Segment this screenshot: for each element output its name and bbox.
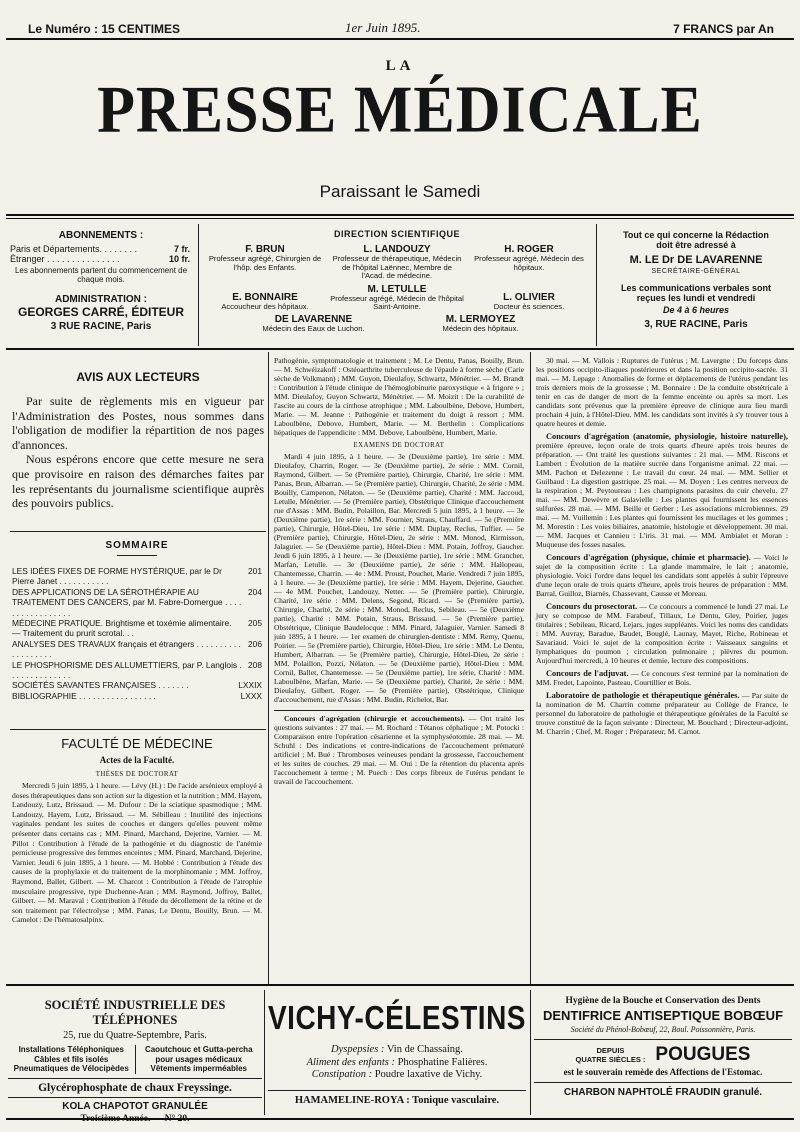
director-landouzy-desc: Professeur de thérapeutique, Médecin de l'hôpital Laënnec, Membre de l'Acad. de médecine. <box>332 254 462 281</box>
ad-vichy-l3a: Constipation : <box>311 1069 373 1080</box>
column-1 <box>12 356 264 511</box>
director-olivier-desc: Docteur ès sciences. <box>493 301 565 311</box>
director-bonnaire: E. BONNAIRE <box>232 291 298 303</box>
ad-vichy-l3b: Poudre laxative de Vichy. <box>374 1069 483 1080</box>
header-rule <box>6 348 794 350</box>
sommaire-item-text: LES IDÉES FIXES DE FORME HYSTÉRIQUE, par le Dr Pierre Janet . . . . . . . . . . . <box>12 566 222 587</box>
sommaire-item-page: LXXX <box>240 690 262 701</box>
sommaire-item-text: MÉDECINE PRATIQUE. Brightisme et toxémie alimentaire. — Traitement du prurit scrotal. . . <box>12 618 232 639</box>
sommaire-item-page: 204 <box>248 586 262 597</box>
annual-price: 7 FRANCS par An <box>673 22 774 36</box>
director-letulle: M. LETULLE <box>367 283 427 295</box>
ad-pougues-left2: QUATRE SIÈCLES : <box>575 1055 646 1064</box>
sommaire-item-text: SOCIÉTÉS SAVANTES FRANÇAISES . . . . . . . <box>12 680 189 691</box>
col3-intro: 30 mai. — M. Vallois : Ruptures de l'utérus ; M. Lavergne : Du forceps dans les positions occipito-iliaques postérieures et dans la position occipito-sacrée. 31 mai. — M. Lepage : Anomalies de forme et déplacements de l'utérus pendant les trois derniers mois de la grossesse ; M. Bonnaire : De la conduite obstétricale à tenir en cas de danger de mort de la femme enceinte ou après sa mort. Les candidats sont prévenus que la première épreuve de clinique aura lieu mardi prochain 4 juin, à l'Hôtel-Dieu. MM. les candidats sont invités à s'y trouver tous à quatre heures et demie. <box>536 356 788 428</box>
masthead-rule <box>6 214 794 216</box>
faculte <box>12 736 262 925</box>
redaction-box <box>598 224 794 346</box>
ad-pougues-title: POUGUES <box>655 1044 751 1065</box>
redaction-hours: De 4 à 6 heures <box>662 305 730 315</box>
faculte-title: FACULTÉ DE MÉDECINE <box>61 736 213 751</box>
redaction-comm1: Les communications verbales sont <box>620 283 772 293</box>
ads-divider-1 <box>264 990 265 1115</box>
ad-tel-right3: Vêtements imperméables <box>150 1064 247 1074</box>
column-3 <box>536 356 788 736</box>
sommaire-item-text: DES APPLICATIONS DE LA SÉROTHÉRAPIE AU TRAITEMENT DES CANCERS, par M. Fabre-Domergue . . . . . . . . . . . . . . . . . <box>12 586 242 618</box>
ad-vichy <box>268 990 526 1115</box>
sommaire-item-text: LE PHOSPHORISME DES ALLUMETTIERS, par P. Langlois . . . . . . . . . . . . . . <box>12 659 242 681</box>
col3-c3-title: Concours du prosectorat. <box>546 602 638 611</box>
avis-title: AVIS AUX LECTEURS <box>76 370 200 384</box>
subscriptions-box <box>6 224 196 346</box>
ads-divider-2 <box>530 990 531 1115</box>
subscription-foreign-label: Étranger . . . . . . . . . . . . . . . <box>10 254 120 264</box>
col3-c1-title: Concours d'agrégation (anatomie, physiologie, histoire naturelle), <box>546 432 788 441</box>
sommaire-item-page: 208 <box>248 659 262 670</box>
director-roger-desc: Professeur agrégé, Médecin des hôpitaux. <box>474 254 584 272</box>
sommaire-item[interactable] <box>12 618 262 639</box>
col2-intro: Pathogénie, symptomatologie et traitement ; M. Le Dentu, Panas, Bouilly, Brun. — M. Schwéizakoff : Ostéoarthrite tuberculeuse de l'épaule à forme sèche (Carie sèche de Volkmann) ; MM. Guyon, Dieulafoy, Schwartz, Ménétrier. — M. Brandt : Contribution à l'étude clinique de l'hémoglobinurie paroxystique « à frigore » ; MM. Dieulafoy, Guyon Schwartz, Ménétrier. — M. Moizit : De la curabilité de l'ascite au cours de la cirrhose atrophique ; MM. Laboulbène, Debove, Humbert, Marie. — M. Jeanne : Pathogénie et traitement du doigt à ressort ; MM. Laboulbène, Debove, Humbert, Marie. — M. Berthelin : Complications hépatiques de l'appendicite : MM. Debove, Laboulbène, Humbert, Marie. <box>274 356 524 437</box>
sommaire-item[interactable] <box>12 691 262 701</box>
col3-c4-title: Concours de l'adjuvat. <box>546 669 629 678</box>
issue-price: Le Numéro : 15 CENTIMES <box>28 22 181 36</box>
sommaire-item-page: 201 <box>248 566 262 576</box>
director-lavarenne-desc: Médecin des Eaux de Luchon. <box>262 323 365 333</box>
sommaire-item[interactable] <box>12 566 262 587</box>
ad-telephones-address: 25, rue du Quatre-Septembre, Paris. <box>63 1030 207 1041</box>
sommaire-item-page: 205 <box>248 618 262 629</box>
col1-rule-2 <box>10 729 266 730</box>
director-bonnaire-desc: Accoucheur des hôpitaux. <box>221 301 309 311</box>
col3-c2-title: Concours d'agrégation (physique, chimie et pharmacie). <box>546 553 751 562</box>
ad-bobœuf-line3: Société du Phénol-Bobœuf, 22, Boul. Poissonnière, Paris. <box>570 1025 756 1034</box>
sommaire-underline <box>117 555 157 556</box>
ads-rule-bottom <box>6 1118 794 1120</box>
ad-bobœuf-title: DENTIFRICE ANTISEPTIQUE BOBŒUF <box>542 1008 784 1023</box>
faculte-subtitle: Actes de la Faculté. <box>99 755 175 765</box>
subscription-note: Les abonnements partent du commencement de chaque mois. <box>14 266 188 284</box>
ad-vichy-l1b: Vin de Chassaing. <box>386 1044 463 1055</box>
header-divider-2 <box>596 224 597 346</box>
sommaire-title: SOMMAIRE <box>105 540 169 551</box>
ads-rule-top <box>6 984 794 986</box>
col3-c5-text: — Par suite de la nomination de M. Charrin comme préparateur au Collège de France, le personnel du laboratoire de pathologie et thérapeutique générales de la Faculté se trouve constitué de la façon suivante : Directeur, M. Bouchard ; Directeur-adjoint, M. Charrin ; Chef, M. Roger ; Préparateur, M. Carnot. <box>536 691 788 736</box>
director-lavarenne: DE LAVARENNE <box>274 313 353 325</box>
ad-pougues-line2: est le souverain remède des Affections de l'Estomac. <box>563 1067 763 1077</box>
director-lermoyez-desc: Médecin des hôpitaux. <box>442 323 519 333</box>
sommaire-item-text: BIBLIOGRAPHIE . . . . . . . . . . . . . . . . . <box>12 690 156 701</box>
director-lermoyez: M. LERMOYEZ <box>445 313 516 325</box>
ad-tel-left2: Câbles et fils isolés <box>34 1054 109 1064</box>
director-brun-desc: Professeur agrégé, Chirurgien de l'hôp. des Enfants. <box>208 254 322 272</box>
col2-concours-text: — Ont traité les questions suivantes : 27 mai. — M. Rochard : Tétanos céphalique ; M. Potocki : Comparaison entre l'opération césarienne et la symphyséotomie. 28 mai. — M. Schuhl : Des indications et contre-indications de l'accouchement prématuré artificiel ; M. Bué : Thromboses veineuses pendant la grossesse, l'accouchement et les suites de couches. 29 mai. — M. Oui : De la rétention du placenta après l'accouchement à terme ; M. Puech : Des corps fibreux de l'utérus pendant le travail de l'accouchement. <box>274 714 524 786</box>
top-rule <box>6 38 794 40</box>
avis-paragraph-1: Par suite de règlements mis en vigueur par l'Administration des Postes, nous sommes dans l'obligation de modifier la répartition de nos pages d'annonces. <box>12 394 264 452</box>
col2-exams: Mardi 4 juin 1895, à 1 heure. — 3e (Deuxième partie), 1re série : MM. Dieulafoy, Charrin, Roger. — 3e (Deuxième partie), 2e série : MM. Cornil, Raymond, Gilbert. — 5e (Première partie), Chirurgie, Charité, 1re série : MM. Panas, Brun, Albarran. — 5e (Première partie), Chirurgie, Charité, 2e série : MM. Bouilly, Campenon, Nélaton. — 5e (Deuxième partie), Charité : MM. Jaccoud, Letulle, Ménétrier. — 5e (Première partie), Obstétrique Clinique d'accouchement rue d'Assas : MM. Budin, Polaillon, Bar. Mercredi 5 juin 1895, à 1 heure. — 3e (Deuxième partie), 1re série : MM. Fournier, Straus, Chauffard. — 5e (Première partie), Chirurgie, Hôtel-Dieu, 1re série : MM. Duplay, Reclus, Tuffier. — 5e (Première partie), Chirurgie, Hôtel-Dieu, 2e série : MM. Monod, Kirmisson, Jalaguier. — 5e (Deuxième partie), Hôtel-Dieu : MM. Potain, Joffroy, Gaucher. Jeudi 6 juin 1895, à 1 heure. — 3e (Deuxième partie), 1re série : MM. Grancher, Marfan, Letulle. — 3e (Deuxième partie), 2e série : MM. Hallopeau, Chantemesse, Charrin. — 4e : MM. Proust, Pouchet, Marie. Vendredi 7 juin 1895, à 1 heure. — 3e (Deuxième partie), 1re série : MM. Hayem, Dejerine, Gaucher. — 4e MM. Pouchet, Landouzy, Netter. — 5e (Première partie), Chirurgie, Charité, 1re série : MM. Delens, Segond, Ricard. — 5e (Première partie), Chirurgie, Charité, 2e série : MM. Monod, Reclus, Sebileau. — 5e (Deuxième partie), Charité : MM. Potain, Straus, Brissaud. — 5e (Première partie), Obstétrique, Clinique Baudelocque : MM. Pinard, Jalaguier, Varnier. Samedi 8 juin 1895, à 1 heure. — 1er examen de chirurgien-dentiste : MM. Remy, Quenu, Poirier. — 5e (Première partie), Chirurgie, Hôtel-Dieu, 1re série : MM. Le Dentu, Humbert, Albarran. — 5e (Première partie), Chirurgie, Hôtel-Dieu, 2e série : MM. Polaillon, Pozzi, Nélaton. — 5e (Deuxième partie), Hôtel-Dieu : MM. Cornil, Ballet, Chantemesse. — 5e (Deuxième partie), 1re série, Charité : MM. Laboulbène, Marfan, Marie. — 5e (Deuxième partie), Charité, 2e série : MM. Dieulafoy, Gilbert, Roger. — 5e (Première partie), Obstétrique, Clinique d'accouchement, rue d'Assas : MM. Budin, Richelot, Bar. <box>274 452 524 704</box>
issue-date: 1er Juin 1895. <box>345 20 421 35</box>
ad-tel-left1: Installations Téléphoniques <box>18 1045 124 1054</box>
ad-vichy-l2a: Aliment des enfants : <box>306 1056 395 1068</box>
masthead-title: PRESSE MÉDICALE <box>97 73 703 147</box>
col2-section: EXAMENS DE DOCTORAT <box>353 442 445 449</box>
faculte-text: Mercredi 5 juin 1895, à 1 heure. — Lévy (H.) : De l'acide arsénieux employé à doses thérapeutiques dans son action sur la digestion et la nutrition ; MM. Hayem, Landouzy, Lutz, Brissaud. — M. Dufour : De la sciatique spasmodique ; MM. Landouzy, Hayem, Lutz, Brissaud. — M. Sébilleau : Inutilité des injections vaginales pendant les suites de couches et dangers qu'elles peuvent même présenter dans certains cas ; MM. Pinard, Marchand, Dejerine, Varnier. — M. Pillot : Contribution à l'étude de la pathogénie et du diagnostic de l'anémie pernicieuse progressive des femmes enceintes ; MM. Pinard, Marchand, Dejerine, Varnier. Jeudi 6 juin 1895, à 1 heure. — M. Hobbé : Contribution à l'étude des causes de la prophylaxie et du traitement de la morphinomanie ; MM. Joffroy, Raymond, Ballet, Gilbert. — M. Charcot : Contribution à l'étude de l'atrophie musculaire progressive, type Duchenne-Aran ; MM. Raymond, Joffroy, Ballet, Gilbert. — M. Maraval : Contribution à l'étude du décollement de la rétine et de son traitement par l'électrolyse ; MM. Panas, Le Dentu, Bouilly, Brun. — M. Camelot : De l'hématosalpinx. <box>12 781 262 925</box>
col3-c4-text: — Ce concours s'est terminé par la nomination de MM. Fredet, Lapointe, Pasteau, Courtillier et Bois. <box>536 669 789 687</box>
director-letulle-desc: Professeur agrégé, Médecin de l'hôpital Saint-Antoine. <box>330 293 464 312</box>
sommaire-item-page: 206 <box>248 638 262 649</box>
column-divider-2 <box>530 352 531 984</box>
ad-vichy-l1a: Dyspepsies : <box>331 1044 385 1055</box>
masthead-subtitle: Paraissant le Samedi <box>319 182 481 201</box>
avis-paragraph-2: Nous espérons encore que cette mesure ne sera que provisoire en raison des démarches faites par les représentants du journalisme scientifique auprès des pouvoirs publics. <box>12 452 264 511</box>
sommaire-item[interactable] <box>12 587 262 618</box>
redaction-role: SECRÉTAIRE-GÉNÉRAL <box>651 268 741 275</box>
director-landouzy: L. LANDOUZY <box>363 244 431 255</box>
ad-glycerophosphate: Glycérophosphate de chaux Freyssinge. <box>38 1081 232 1094</box>
redaction-line2: doit être adressé à <box>656 240 736 250</box>
sommaire-item-text: ANALYSES DES TRAVAUX français et étrangers . . . . . . . . . . . . . . . . . . . <box>12 638 241 660</box>
publisher-name: GEORGES CARRÉ, ÉDITEUR <box>17 305 185 319</box>
col1-rule-1 <box>10 531 266 532</box>
redaction-comm2: reçues les lundi et vendredi <box>636 293 756 303</box>
col3-c5-title: Laboratoire de pathologie et thérapeutique générales. <box>546 691 740 700</box>
ad-tel-right1: Caoutchouc et Gutta-percha <box>144 1045 253 1054</box>
sommaire-item[interactable] <box>12 680 262 690</box>
col3-c3-text: — Ce concours a commencé le lundi 27 mai. Le jury se compose de MM. Farabeuf, Tillaux, Le Dentu, Gley, Poirier, juges titulaires ; Sebileau, Ricard, Lejars, juges suppléants. Voici les noms des candidats : MM. Auvray, Baradue, Baudet, Bouglé, Launay, Mayet, Riche, Robineau et Savariaud. Voici le sujet de la composition écrite : Vaisseaux sanguins et lymphatiques du poumon ; circulation pulmonaire ; plèvres du poumon. Aujourd'hui mercredi, à 10 heures et demie, lecture des compositions. <box>536 602 788 665</box>
direction-title: DIRECTION SCIENTIFIQUE <box>333 229 460 239</box>
director-brun: F. BRUN <box>245 244 285 255</box>
publisher-address: 3 RUE RACINE, Paris <box>50 321 152 332</box>
sommaire-item[interactable] <box>12 639 262 660</box>
ad-naphtol: CHARBON NAPHTOLÉ FRAUDIN granulé. <box>563 1087 763 1098</box>
ad-telephones-title: SOCIÉTÉ INDUSTRIELLE DES TÉLÉPHONES <box>44 998 226 1027</box>
ad-bobœuf <box>534 990 792 1115</box>
subscription-paris-price: 7 fr. <box>173 244 190 254</box>
subscriptions-title: ABONNEMENTS : <box>58 230 144 241</box>
col2-rule <box>274 710 524 711</box>
redaction-name: M. LE Dr DE LAVARENNE <box>629 254 763 266</box>
ad-hamameline: HAMAMELINE-ROYA : Tonique vasculaire. <box>294 1094 500 1106</box>
ad-vichy-title: VICHY-CÉLESTINS <box>268 998 526 1036</box>
col2-concours-title: Concours d'agrégation (chirurgie et accouchements). <box>284 714 465 723</box>
direction-box <box>200 224 594 346</box>
subscription-paris-label: Paris et Départements. . . . . . . . <box>10 244 138 254</box>
sommaire <box>12 540 262 701</box>
ad-kola: KOLA CHAPOTOT GRANULÉE <box>62 1100 208 1112</box>
ad-tel-left3: Pneumatiques de Vélocipèdes <box>13 1064 129 1074</box>
director-olivier: L. OLIVIER <box>503 291 555 303</box>
director-roger: H. ROGER <box>504 244 554 255</box>
masthead-la: LA <box>385 58 415 74</box>
ad-pougues-left1: DEPUIS <box>596 1046 625 1055</box>
ad-vichy-l2b: Phosphatine Falières. <box>397 1056 488 1068</box>
header-divider-1 <box>198 224 199 346</box>
column-2 <box>274 356 524 786</box>
admin-title: ADMINISTRATION : <box>54 294 148 305</box>
col3-c2-text: — Voici le sujet de la composition écrite : La glande mammaire, le lait ; anatomie, physiologie. Voici l'ordre dans lequel les candidats sont appelés à subir l'épreuve d'une leçon orale de trois quarts d'heure, après trois heures de préparation : MM. Barral, Guilloz, Biarnès, Chassevant, Causse et Moreau. <box>536 553 788 598</box>
ad-bobœuf-line1: Hygiène de la Bouche et Conservation des Dents <box>565 996 761 1006</box>
column-divider-1 <box>268 352 269 984</box>
ad-tel-right2: pour usages médicaux <box>155 1054 243 1064</box>
subscription-foreign-price: 10 fr. <box>168 254 190 264</box>
col3-c1-text: première épreuve, leçon orale de trois quarts d'heure après trois heures de préparation. — Ont traité les questions suivantes : 21 mai. — MM. Riscons et Lambert : Évolution de la matière sucrée dans l'organisme animal. 22 mai. — MM. Pachon et Delezenne : Le travail du cœur. 24 mai. — MM. Sellier et Guilbaud : La digestion gastrique. 25 mai. — M. Doyen : Les centres nerveux de la respiration ; M. Peytoureau : Les champignons parasites du cuir chevelu. 27 mai. — MM. Dewèvre et Galavielle : Les plantes qui fournissent les essences sulfurées. 28 mai. — MM. Beille et Gerber : Les associations microbiennes. 29 mai. — M. Vuillemin : Les plantes qui fournissent les mucilages et les gommes ; M. Morestin : Les voies biliaires, anatomie, histologie et développement. 30 mai. — MM. Jacques et Cannieu : L'iris. 31 mai. — MM. Ambialet et Moran : Muqueuse des fosses nasales. <box>536 441 788 549</box>
redaction-address: 3, RUE RACINE, Paris <box>644 319 748 330</box>
ad-telephones <box>8 990 262 1115</box>
sommaire-item-page: LXXIX <box>238 680 262 691</box>
sommaire-item[interactable] <box>12 660 262 681</box>
redaction-line1: Tout ce qui concerne la Rédaction <box>623 230 769 240</box>
faculte-section: THÈSES DE DOCTORAT <box>95 771 179 778</box>
masthead-rule-thin <box>6 218 794 219</box>
